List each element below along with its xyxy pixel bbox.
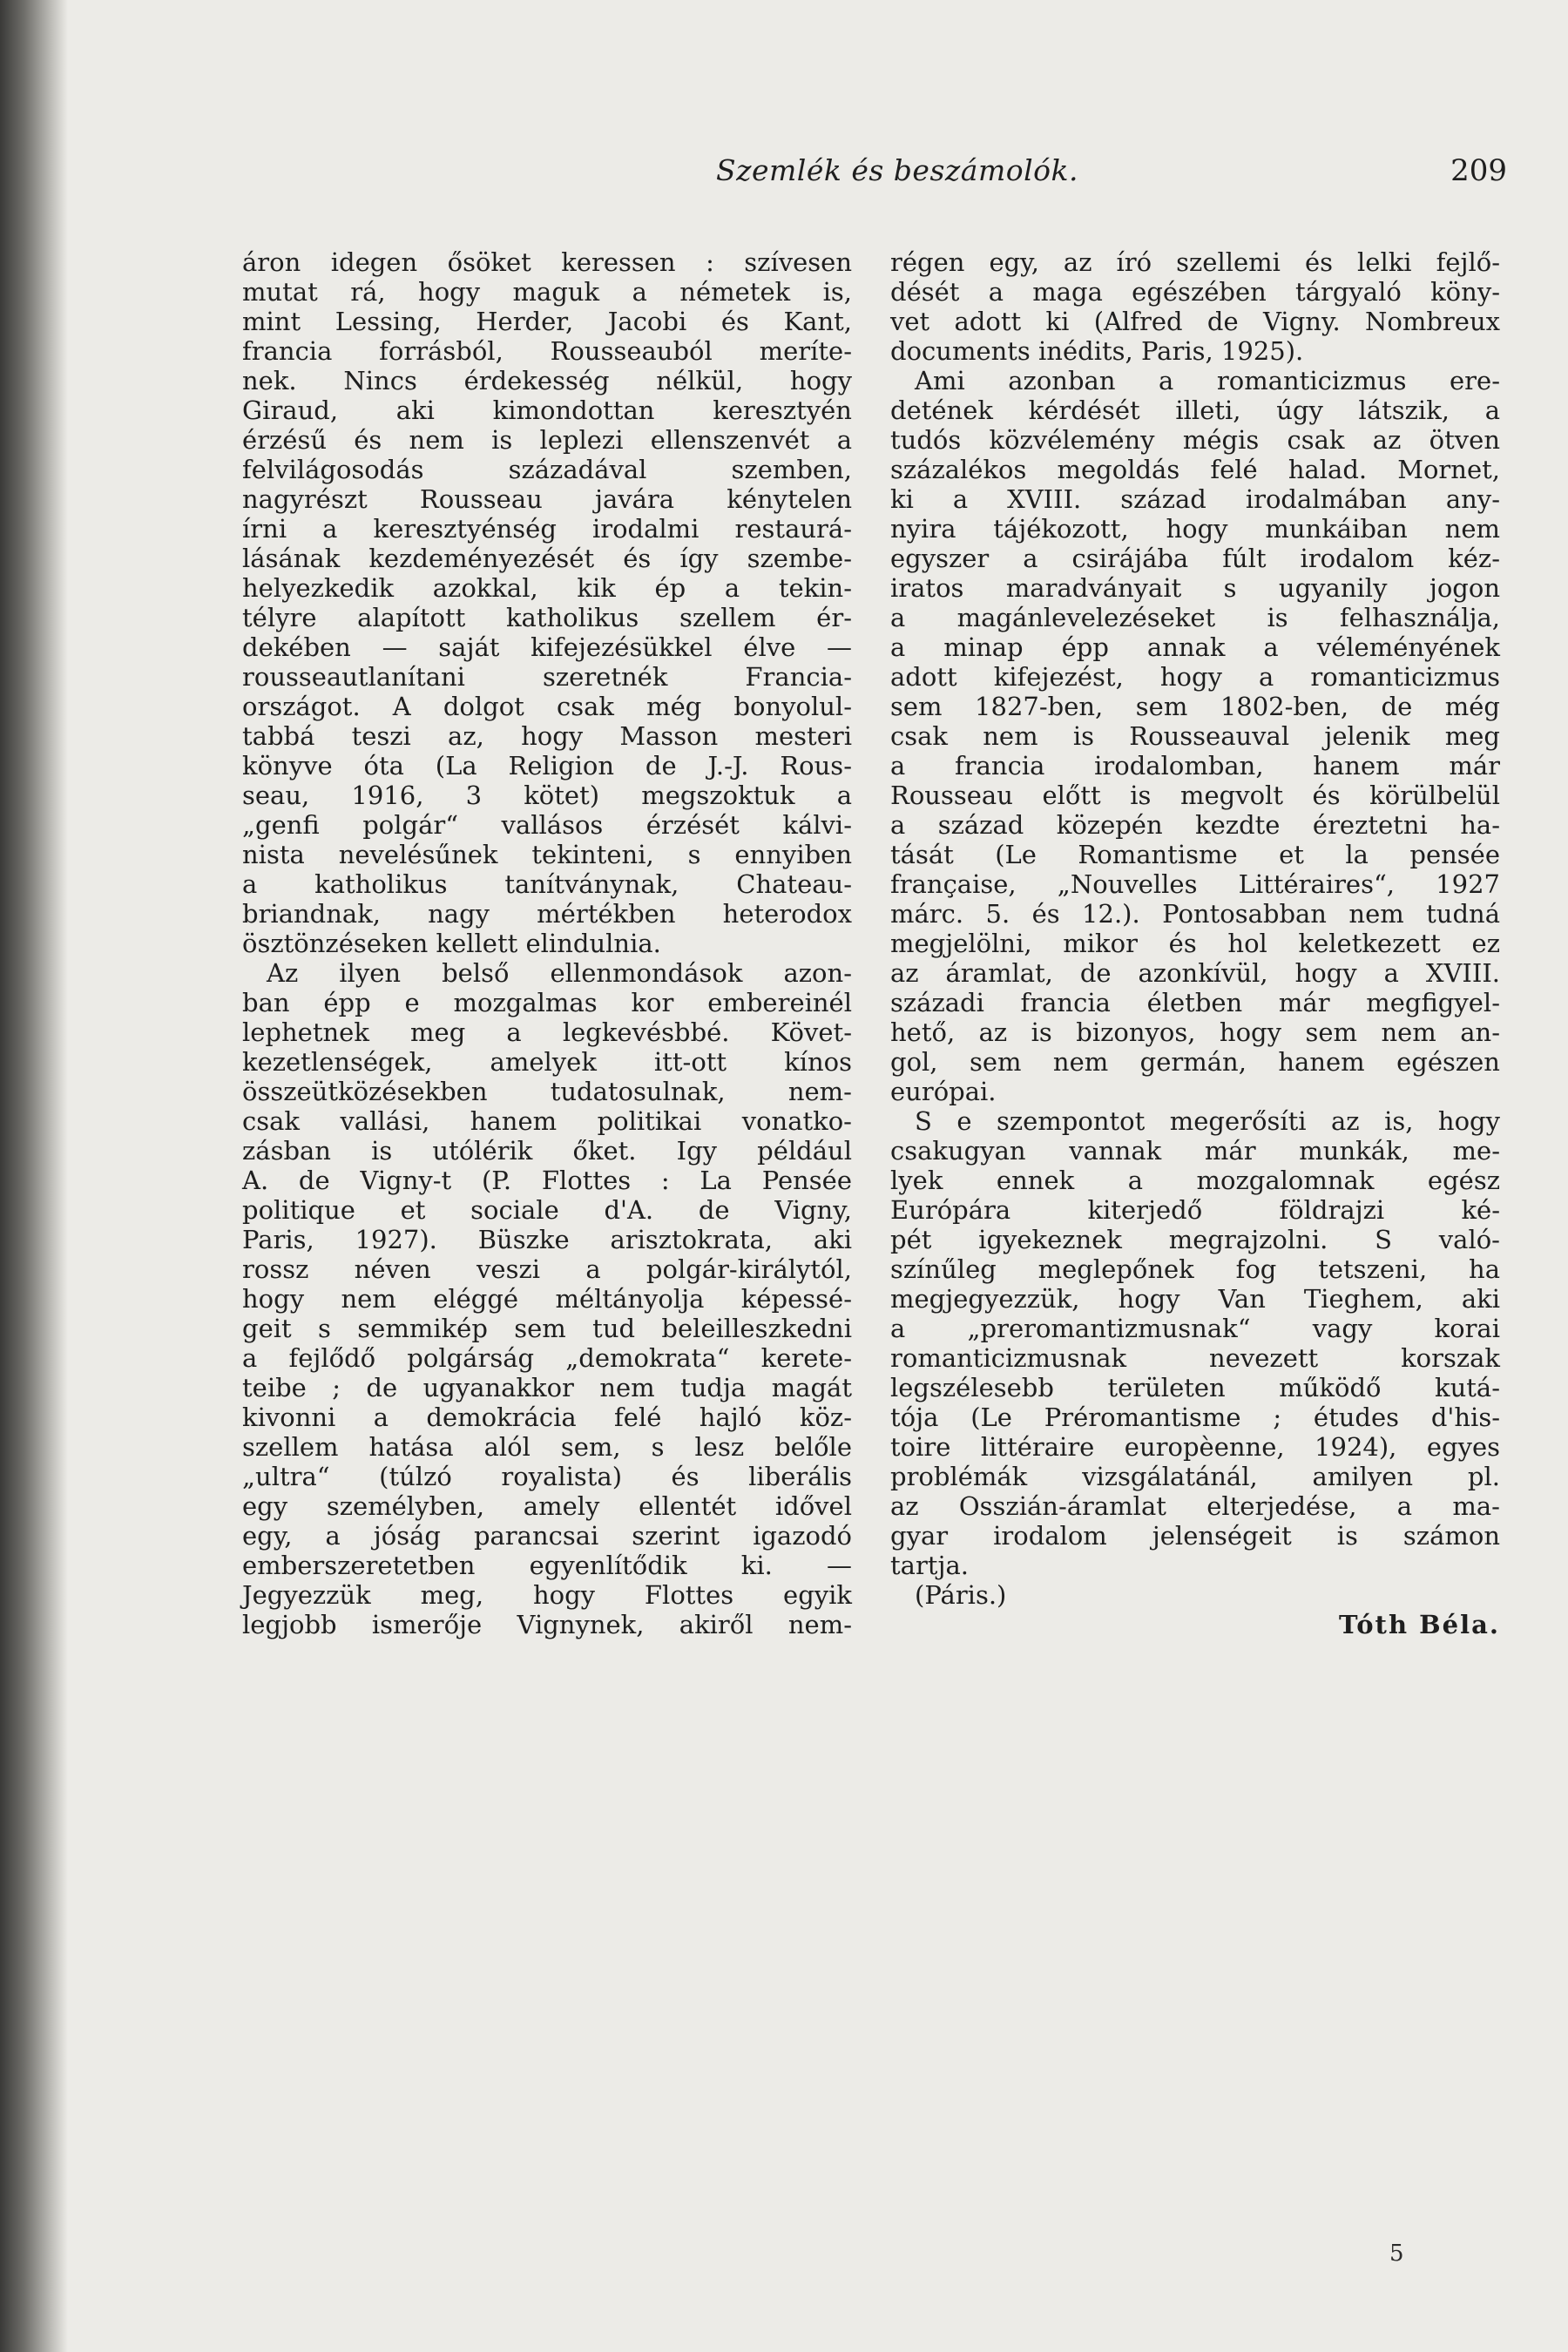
text-line: briandnak, nagy mértékben heterodox [242, 899, 852, 929]
text-line: politique et sociale d'A. de Vigny, [242, 1195, 852, 1225]
text-line: toire littéraire europèenne, 1924), egyes [890, 1432, 1500, 1462]
text-line: tartja. [890, 1551, 969, 1580]
text-line: az áramlat, de azonkívül, hogy a XVIII. [890, 958, 1500, 988]
text-line: csakugyan vannak már munkák, me- [890, 1136, 1500, 1166]
dateline: (Páris.) [915, 1580, 1007, 1610]
text-line: márc. 5. és 12.). Pontosabban nem tudná [890, 899, 1500, 929]
text-line: csak vallási, hanem politikai vonatko- [242, 1106, 852, 1136]
text-line: összeütközésekben tudatosulnak, nem- [242, 1077, 852, 1106]
author-signature: Tóth Béla. [1338, 1610, 1500, 1639]
text-line: írni a keresztyénség irodalmi restaurá- [242, 514, 852, 544]
signature-mark: 5 [1389, 2240, 1404, 2267]
text-line: lásának kezdeményezését és így szembe- [242, 544, 852, 573]
text-line: Giraud, aki kimondottan keresztyén [242, 395, 852, 425]
text-line: francia forrásból, Rousseauból meríte- [242, 336, 852, 366]
text-line: documents inédits, Paris, 1925). [890, 336, 1304, 366]
text-line: szellem hatása alól sem, s lesz belőle [242, 1432, 852, 1462]
text-line: adott kifejezést, hogy a romanticizmus [890, 662, 1500, 692]
text-line: vet adott ki (Alfred de Vigny. Nombreux [890, 307, 1500, 336]
text-line: egy személyben, amely ellentét idővel [242, 1491, 852, 1521]
text-line: geit s semmikép sem tud beleilleszkedni [242, 1314, 852, 1343]
text-line: française, „Nouvelles Littéraires“, 1927 [890, 869, 1500, 899]
text-line: dekében — saját kifejezésükkel élve — [242, 632, 852, 662]
text-line: romanticizmusnak nevezett korszak [890, 1343, 1500, 1373]
text-line: kivonni a demokrácia felé hajló köz- [242, 1402, 852, 1432]
text-line: hető, az is bizonyos, hogy sem nem an- [890, 1017, 1500, 1047]
text-line: egyszer a csirájába fúlt irodalom kéz- [890, 544, 1500, 573]
text-line: Jegyezzük meg, hogy Flottes egyik [242, 1580, 852, 1610]
text-line: dését a maga egészében tárgyaló köny- [890, 277, 1500, 307]
text-line: helyezkedik azokkal, kik ép a tekin- [242, 573, 852, 603]
text-line: országot. A dolgot csak még bonyolul- [242, 692, 852, 721]
text-line: teibe ; de ugyanakkor nem tudja magát [242, 1373, 852, 1402]
text-line: megjelölni, mikor és hol keletkezett ez [890, 929, 1500, 958]
text-line: tudós közvélemény mégis csak az ötven [890, 425, 1500, 455]
text-line: felvilágosodás századával szemben, [242, 455, 852, 484]
text-line: Paris, 1927). Büszke arisztokrata, aki [242, 1225, 852, 1254]
text-line: áron idegen ősöket keressen : szívesen [242, 247, 852, 277]
text-line: a magánlevelezéseket is felhasználja, [890, 603, 1500, 632]
text-line: tója (Le Préromantisme ; études d'his- [890, 1402, 1500, 1432]
text-line: ki a XVIII. század irodalmában any- [890, 484, 1500, 514]
text-line: hogy nem eléggé méltányolja képessé- [242, 1284, 852, 1314]
text-line: „ultra“ (túlzó royalista) és liberális [242, 1462, 852, 1491]
text-line: A. de Vigny-t (P. Flottes : La Pensée [242, 1166, 852, 1195]
text-line: nista nevelésűnek tekinteni, s ennyiben [242, 840, 852, 869]
running-head: Szemlék és beszámolók. [715, 153, 1079, 187]
text-line: mint Lessing, Herder, Jacobi és Kant, [242, 307, 852, 336]
text-line: rossz néven veszi a polgár-királytól, [242, 1254, 852, 1284]
text-line: százalékos megoldás felé halad. Mornet, [890, 455, 1500, 484]
text-line: ösztönzéseken kellett elindulnia. [242, 929, 661, 958]
text-line: zásban is utólérik őket. Igy például [242, 1136, 852, 1166]
text-line: gol, sem nem germán, hanem egészen [890, 1047, 1500, 1077]
text-line: detének kérdését illeti, úgy látszik, a [890, 395, 1500, 425]
text-line: színűleg meglepőnek fog tetszeni, ha [890, 1254, 1500, 1284]
page-number: 209 [1450, 153, 1507, 188]
text-line: „genfi polgár“ vallásos érzését kálvi- [242, 810, 852, 840]
text-line: problémák vizsgálatánál, amilyen pl. [890, 1462, 1500, 1491]
text-line: nagyrészt Rousseau javára kénytelen [242, 484, 852, 514]
text-line: S e szempontot megerősíti az is, hogy [915, 1106, 1500, 1136]
text-line: legszélesebb területen működő kutá- [890, 1373, 1500, 1402]
text-line: a francia irodalomban, hanem már [890, 751, 1500, 781]
text-line: századi francia életben már megfigyel- [890, 988, 1500, 1017]
text-line: tabbá teszi az, hogy Masson mesteri [242, 721, 852, 751]
text-line: sem 1827-ben, sem 1802-ben, de még [890, 692, 1500, 721]
text-line: seau, 1916, 3 kötet) megszoktuk a [242, 781, 852, 810]
text-line: legjobb ismerője Vignynek, akiről nem- [242, 1610, 852, 1639]
text-line: nek. Nincs érdekesség nélkül, hogy [242, 366, 852, 395]
text-line: rousseautlanítani szeretnék Francia- [242, 662, 852, 692]
text-line: könyve óta (La Religion de J.-J. Rous- [242, 751, 852, 781]
text-line: ban épp e mozgalmas kor embereinél [242, 988, 852, 1017]
text-line: nyira tájékozott, hogy munkáiban nem [890, 514, 1500, 544]
text-line: Rousseau előtt is megvolt és körülbelül [890, 781, 1500, 810]
text-line: tását (Le Romantisme et la pensée [890, 840, 1500, 869]
text-line: csak nem is Rousseauval jelenik meg [890, 721, 1500, 751]
text-line: pét igyekeznek megrajzolni. S való- [890, 1225, 1500, 1254]
text-line: mutat rá, hogy maguk a németek is, [242, 277, 852, 307]
text-line: Ami azonban a romanticizmus ere- [915, 366, 1500, 395]
text-line: a katholikus tanítványnak, Chateau- [242, 869, 852, 899]
text-line: télyre alapított katholikus szellem ér- [242, 603, 852, 632]
text-line: régen egy, az író szellemi és lelki fejlő- [890, 247, 1500, 277]
text-line: a „preromantizmusnak“ vagy korai [890, 1314, 1500, 1343]
text-line: a század közepén kezdte éreztetni ha- [890, 810, 1500, 840]
text-line: lephetnek meg a legkevésbbé. Követ- [242, 1017, 852, 1047]
text-line: iratos maradványait s ugyanily jogon [890, 573, 1500, 603]
text-line: megjegyezzük, hogy Van Tieghem, aki [890, 1284, 1500, 1314]
text-line: az Osszián-áramlat elterjedése, a ma- [890, 1491, 1500, 1521]
text-line: lyek ennek a mozgalomnak egész [890, 1166, 1500, 1195]
text-line: európai. [890, 1077, 997, 1106]
text-line: a fejlődő polgárság „demokrata“ kerete- [242, 1343, 852, 1373]
text-line: emberszeretetben egyenlítődik ki. — [242, 1551, 852, 1580]
text-line: gyar irodalom jelenségeit is számon [890, 1521, 1500, 1551]
text-line: Az ilyen belső ellenmondások azon- [267, 958, 852, 988]
text-line: egy, a jóság parancsai szerint igazodó [242, 1521, 852, 1551]
text-line: a minap épp annak a véleményének [890, 632, 1500, 662]
text-line: Európára kiterjedő földrajzi ké- [890, 1195, 1500, 1225]
left-column [242, 247, 852, 1639]
right-column [890, 247, 1500, 1639]
text-line: kezetlenségek, amelyek itt-ott kínos [242, 1047, 852, 1077]
text-line: érzésű és nem is leplezi ellenszenvét a [242, 425, 852, 455]
